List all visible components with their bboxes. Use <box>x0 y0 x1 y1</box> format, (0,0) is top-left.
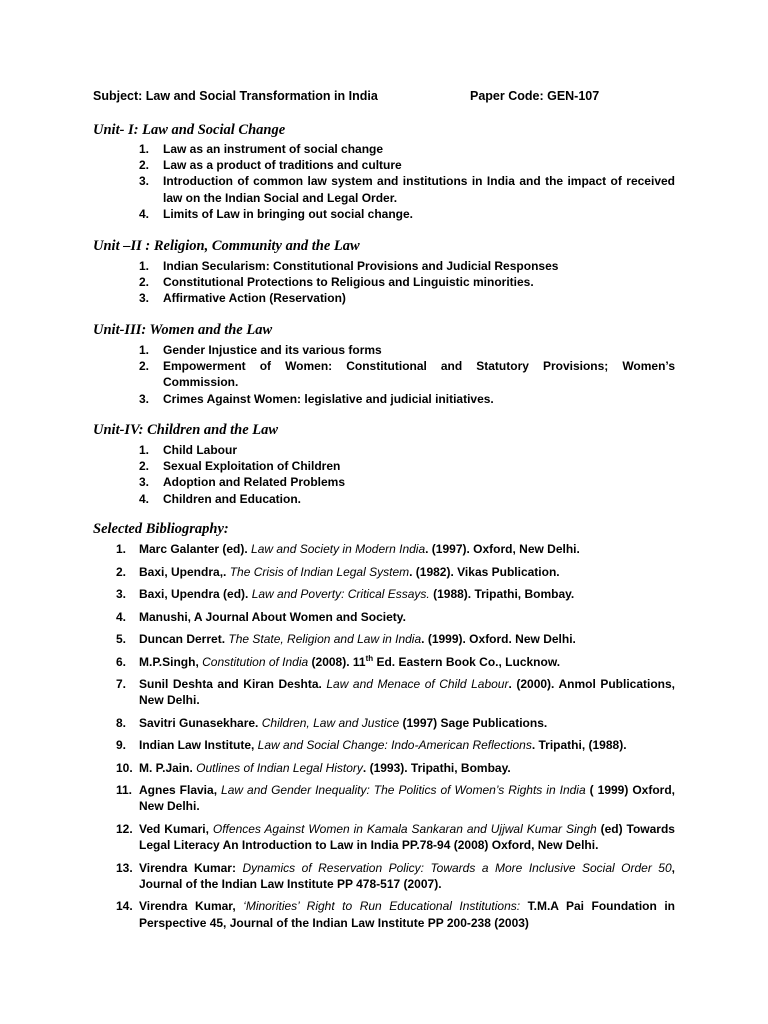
bibliography-entry: 3. Baxi, Upendra (ed). Law and Poverty: Critical Essays. (1988). Tripathi, Bombay. <box>116 587 575 601</box>
bibliography-entry: 14. Virendra Kumar, ‘Minorities’ Right to Run Educational Institutions: T.M.A Pai Foundation in Perspective 45, Journal of the Indian Law Institute PP 200-238 (2003) <box>116 899 675 930</box>
subject-line: Subject: Law and Social Transformation in India <box>93 89 378 103</box>
list-item: 1. Child Labour <box>139 443 237 457</box>
list-item: 2. Constitutional Protections to Religious and Linguistic minorities. <box>139 275 534 290</box>
list-item: 1. Law as an instrument of social change <box>139 142 384 156</box>
list-item: 3. Affirmative Action (Reservation) <box>139 291 346 306</box>
bibliography-entry: 8. Savitri Gunasekhare. Children, Law and Justice (1997) Sage Publications. <box>116 715 548 730</box>
list-item: 2. Law as a product of traditions and culture <box>139 158 402 173</box>
bibliography-entry: 4. Manushi, A Journal About Women and Society. <box>116 609 406 624</box>
list-item: 1. Gender Injustice and its various forms <box>139 343 382 357</box>
bibliography-entry: 13. Virendra Kumar: Dynamics of Reservation Policy: Towards a More Inclusive Social Order 50, Journal of the Indian Law Institute PP 478-517 (2007). <box>116 860 675 891</box>
bibliography-entry: 10. M. P.Jain. Outlines of Indian Legal History. (1993). Tripathi, Bombay. <box>116 760 511 775</box>
unit-1-list <box>139 141 675 222</box>
bibliography-entry: 11. Agnes Flavia, Law and Gender Inequality: The Politics of Women’s Rights in India ( 1999) Oxford, New Delhi. <box>116 783 676 814</box>
unit-4-list <box>139 442 675 507</box>
bibliography-entry: 5. Duncan Derret. The State, Religion and Law in India. (1999). Oxford. New Delhi. <box>116 632 576 646</box>
unit-1-title: Unit- I: Law and Social Change <box>93 122 286 138</box>
list-item: 4. Children and Education. <box>139 491 302 506</box>
list-item: 3. Adoption and Related Problems <box>139 475 346 490</box>
bibliography-entry: 6. M.P.Singh, Constitution of India (2008). 11th Ed. Eastern Book Co., Lucknow. <box>116 653 561 669</box>
list-item: 3. Introduction of common law system and institutions in India and the impact of received law on the Indian Social and Legal Order. <box>139 174 675 205</box>
unit-2-list <box>139 258 675 307</box>
list-item: 2. Sexual Exploitation of Children <box>139 459 341 474</box>
paper-code: Paper Code: GEN-107 <box>470 89 600 103</box>
unit-3-title: Unit-III: Women and the Law <box>93 322 273 338</box>
bibliography-entry: 12. Ved Kumari, Offences Against Women in Kamala Sankaran and Ujjwal Kumar Singh (ed) Towards Legal Literacy An Introduction to Law in India PP.78-94 (2008) Oxford, New Delhi. <box>116 821 675 853</box>
bibliography-entry: 2. Baxi, Upendra,. The Crisis of Indian Legal System. (1982). Vikas Publication. <box>116 564 560 579</box>
bibliography-entry: 9. Indian Law Institute, Law and Social Change: Indo-American Reflections. Tripathi, (1988). <box>116 738 627 753</box>
bibliography-entry: 1. Marc Galanter (ed). Law and Society in Modern India. (1997). Oxford, New Delhi. <box>116 542 580 556</box>
list-item: 1. Indian Secularism: Constitutional Provisions and Judicial Responses <box>139 259 559 273</box>
unit-3-list <box>139 342 675 407</box>
document-header <box>93 88 693 104</box>
list-item: 3. Crimes Against Women: legislative and judicial initiatives. <box>139 391 494 406</box>
bibliography-list <box>116 541 675 937</box>
bibliography-title: Selected Bibliography: <box>93 521 229 537</box>
list-item: 2. Empowerment of Women: Constitutional and Statutory Provisions; Women’s Commission. <box>139 359 675 390</box>
unit-4-title: Unit-IV: Children and the Law <box>93 422 279 438</box>
unit-2-title: Unit –II : Religion, Community and the Law <box>93 238 360 254</box>
bibliography-entry: 7. Sunil Deshta and Kiran Deshta. Law and Menace of Child Labour. (2000). Anmol Publications, New Delhi. <box>116 677 675 708</box>
list-item: 4. Limits of Law in bringing out social change. <box>139 206 414 221</box>
